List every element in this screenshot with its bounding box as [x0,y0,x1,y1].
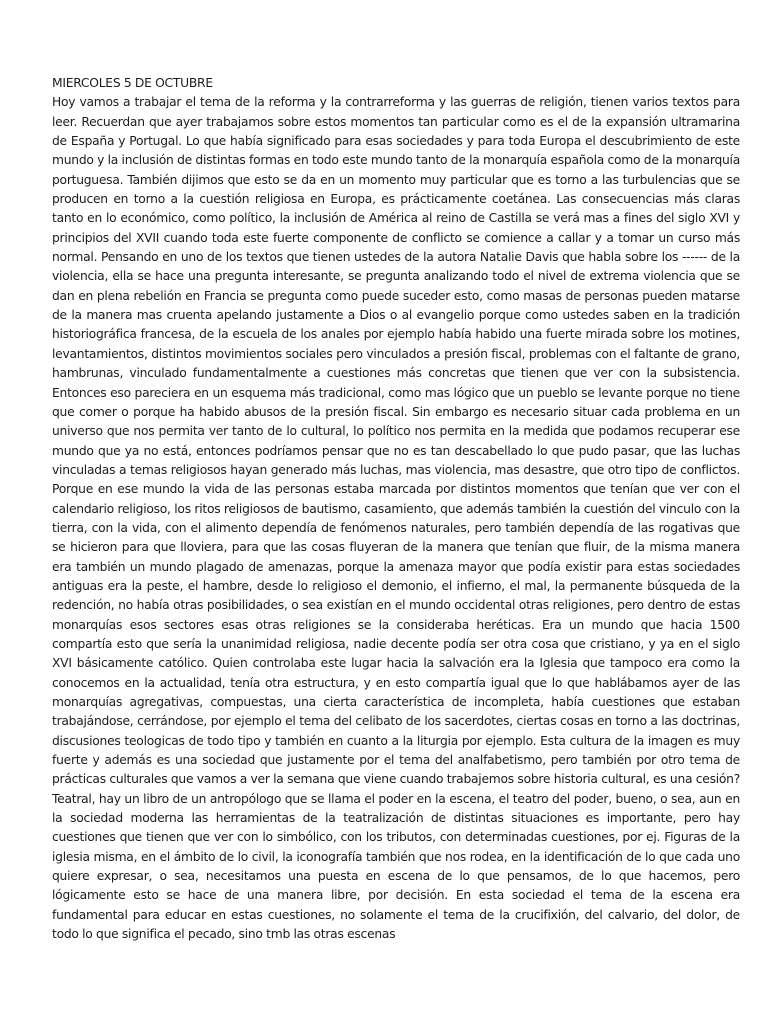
document-heading: MIERCOLES 5 DE OCTUBRE [52,76,213,90]
document-body-text: Hoy vamos a trabajar el tema de la reforma y la contrarreforma y las guerras de religión, tienen varios textos para leer. Recuerdan que ayer trabajamos sobre estos momentos tan particular como es el de la expansión ultramarina de España y Portugal. Lo que había significado para esas sociedades y para toda Europa el descubrimiento de este mundo y la inclusión de distintas formas en todo este mundo tanto de la monarquía española como de la monarquía portuguesa. También dijimos que esto se da en un momento muy particular que es torno a las turbulencias que se producen en torno a la cuestión religiosa en Europa, es prácticamente coetánea. Las consecuencias más claras tanto en lo económico, como político, la inclusión de América al reino de Castilla se verá mas a fines del siglo XVI y principios del XVII cuando toda este fuerte componente de conflicto se comience a callar y a tomar un curso más normal. Pensando en uno de los textos que tienen ustedes de la autora Natalie Davis que habla sobre los ------ de la violencia, ella se hace una pregunta interesante, se pregunta analizando todo el nivel de extrema violencia que se dan en plena rebelión en Francia se pregunta como puede suceder esto, como masas de personas pueden matarse de la manera mas cruenta apelando justamente a Dios o al evangelio porque como ustedes saben en la tradición historiográfica francesa, de la escuela de los anales por ejemplo había habido una fuerte mirada sobre los motines, levantamientos, distintos movimientos sociales pero vinculados a presión fiscal, problemas con el faltante de grano, hambrunas, vinculado fundamentalmente a cuestiones más concretas que tienen que ver con la subsistencia. Entonces eso pareciera en un esquema más tradicional, como mas lógico que un pueblo se levante porque no tiene que comer o porque ha habido abusos de la presión fiscal. Sin embargo es necesario situar cada problema en un universo que nos permita ver tanto de lo cultural, lo político nos permita en la medida que podamos recuperar ese mundo que ya no está, entonces podríamos pensar que no es tan descabellado lo que pudo pasar, que las luchas vinculadas a temas religiosos hayan generado más luchas, mas violencia, mas desastre, que otro tipo de conflictos. Porque en ese mundo la vida de las personas estaba marcada por distintos momentos que tenían que ver con el calendario religioso, los ritos religiosos de bautismo, casamiento, que además también la cuestión del vinculo con la tierra, con la vida, con el alimento dependía de fenómenos naturales, pero también dependía de las rogativas que se hicieron para que lloviera, para que las cosas fluyeran de la manera que tenían que fluir, de la misma manera era también un mundo plagado de amenazas, porque la amenaza mayor que podía existir para estas sociedades antiguas era la peste, el hambre, desde lo religioso el demonio, el infierno, el mal, la permanente búsqueda de la redención, no había otras posibilidades, o sea existían en el mundo occidental otras religiones, pero dentro de estas monarquías esos sectores esas otras religiones se la consideraba heréticas. Era un mundo que hacia 1500 compartía esto que sería la unanimidad religiosa, nadie decente podía ser otra cosa que cristiano, y ya en el siglo XVI básicamente católico. Quien controlaba este lugar hacia la salvación era la Iglesia que tampoco era como la conocemos en la actualidad, tenía otra estructura, y en esto compartía igual que lo que hablábamos ayer de las monarquías agregativas, compuestas, una cierta característica de incompleta, había cuestiones que estaban trabajándose, cerrándose, por ejemplo el tema del celibato de los sacerdotes, ciertas cosas en torno a las doctrinas, discusiones teologicas de todo tipo y también en cuanto a la liturgia por ejemplo. Esta cultura de la imagen es muy fuerte y además es una sociedad que justamente por el tema del analfabetismo, pero también por otro tema de prácticas culturales que vamos a ver la semana que viene cuando trabajemos sobre historia cultural, es una cesión? Teatral, hay un libro de un antropólogo que se llama el poder en la escena, el teatro del poder, bueno, o sea, aun en la sociedad moderna las herramientas de la teatralización de distintas situaciones es importante, pero hay cuestiones que tienen que ver con lo simbólico, con los tributos, con determinadas cuestiones, por ej. Figuras de la iglesia misma, en el ámbito de lo civil, la iconografía también que nos rodea, en la identificación de lo que cada uno quiere expresar, o sea, necesitamos una puesta en escena de lo que pensamos, de lo que hacemos, pero lógicamente esto se hace de una manera libre, por decisión. En esta sociedad el tema de la escena era fundamental para educar en estas cuestiones, no solamente el tema de la crucifixión, del calvario, del dolor, de todo lo que significa el pecado, sino tmb las otras escenas [52,95,740,942]
document-content [52,74,740,944]
